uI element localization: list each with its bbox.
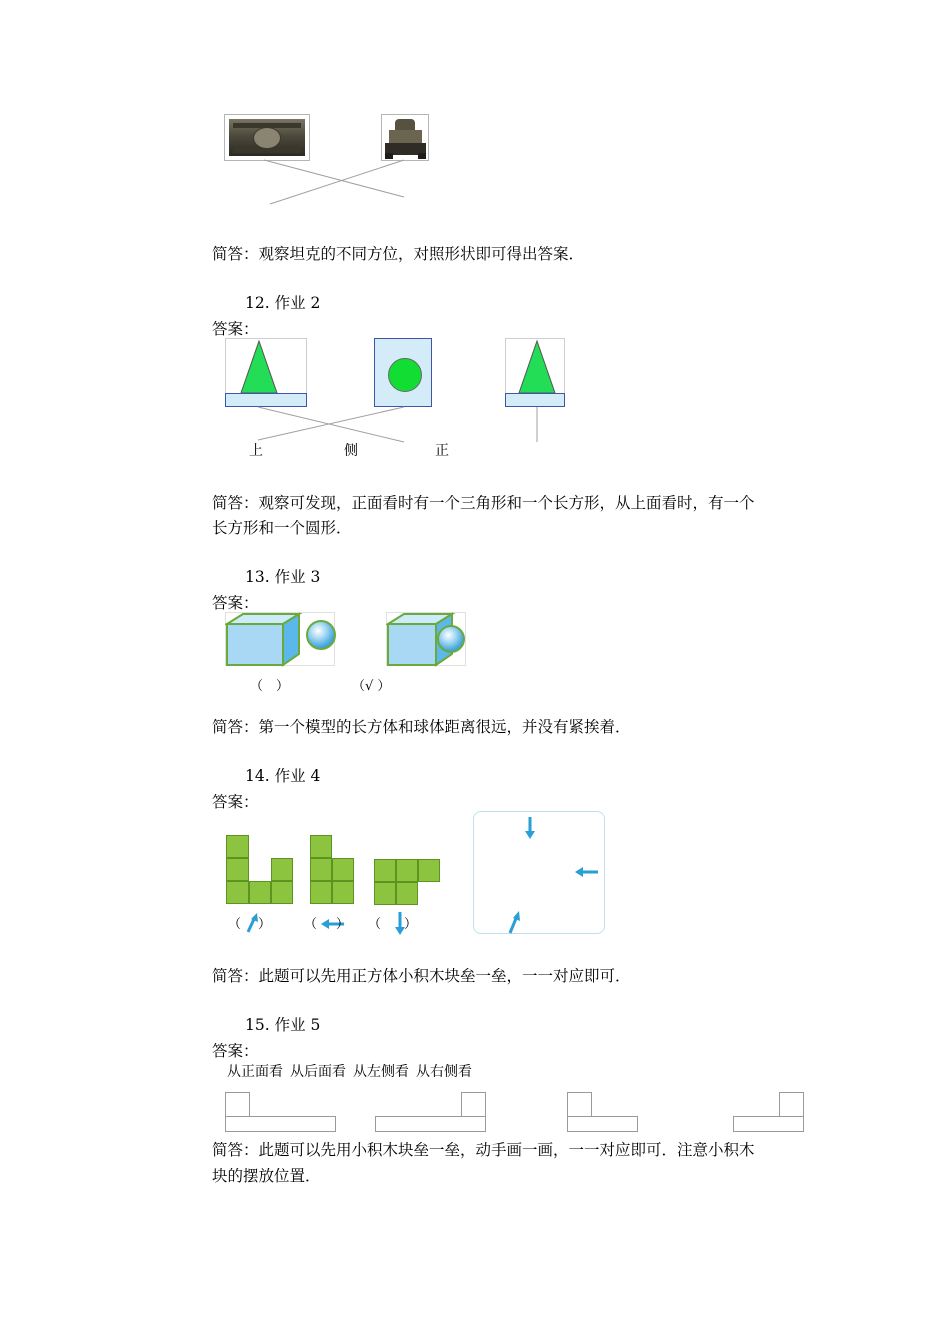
view-title-left: 从左侧看: [353, 1064, 409, 1080]
q12-answer-label: 答案：: [212, 320, 259, 338]
q14-answer-label: 答案：: [212, 793, 259, 811]
choice-left-parenthesis: （ ）: [250, 679, 290, 694]
q13-answer-label: 答案：: [212, 594, 259, 612]
view-label-top: 上: [249, 443, 263, 459]
view-title-right: 从右侧看: [416, 1064, 472, 1080]
view-label-side: 侧: [344, 443, 358, 459]
paren-close: ）: [258, 917, 272, 932]
q15-title: 15. 作业 5: [245, 1016, 321, 1034]
view-title-front: 从正面看: [227, 1064, 283, 1080]
paren-open: （: [368, 917, 382, 932]
q12-explanation-line2: 长方形和一个圆形．: [212, 519, 352, 537]
q13-title: 13. 作业 3: [245, 568, 321, 586]
q15-explanation-line2: 块的摆放位置．: [212, 1167, 321, 1185]
arrow-left-icon: [575, 866, 599, 878]
q12-explanation-line1: 简答：观察可发现，正面看时有一个三角形和一个长方形，从上面看时，有一个: [212, 494, 755, 512]
q15-answer-label: 答案：: [212, 1042, 259, 1060]
q11-explanation: 简答：观察坦克的不同方位，对照形状即可得出答案．: [212, 245, 585, 263]
q13-explanation: 简答：第一个模型的长方体和球体距离很远，并没有紧挨着．: [212, 718, 631, 736]
q12-title: 12. 作业 2: [245, 294, 321, 312]
arrow-up-right-icon: [506, 910, 522, 934]
paren-close: ）: [336, 917, 350, 932]
paren-open: （: [228, 917, 242, 932]
arrow-down-icon: [524, 816, 536, 840]
q14-title: 14. 作业 4: [245, 767, 321, 785]
view-title-back: 从后面看: [290, 1064, 346, 1080]
q14-explanation: 简答：此题可以先用正方体小积木块垒一垒，一一对应即可．: [212, 967, 631, 985]
cuboid-shape: [225, 612, 305, 668]
sphere-shape: [436, 624, 466, 654]
view-matching-lines: [0, 0, 950, 460]
paren-open: （: [304, 917, 318, 932]
sphere-shape: [305, 619, 337, 651]
paren-close: ）: [404, 917, 418, 932]
q15-explanation-line1: 简答：此题可以先用小积木块垒一垒，动手画一画，一一对应即可．注意小积木: [212, 1141, 755, 1159]
view-label-front: 正: [435, 443, 449, 459]
choice-right-checkmark: （√ ）: [352, 679, 391, 694]
